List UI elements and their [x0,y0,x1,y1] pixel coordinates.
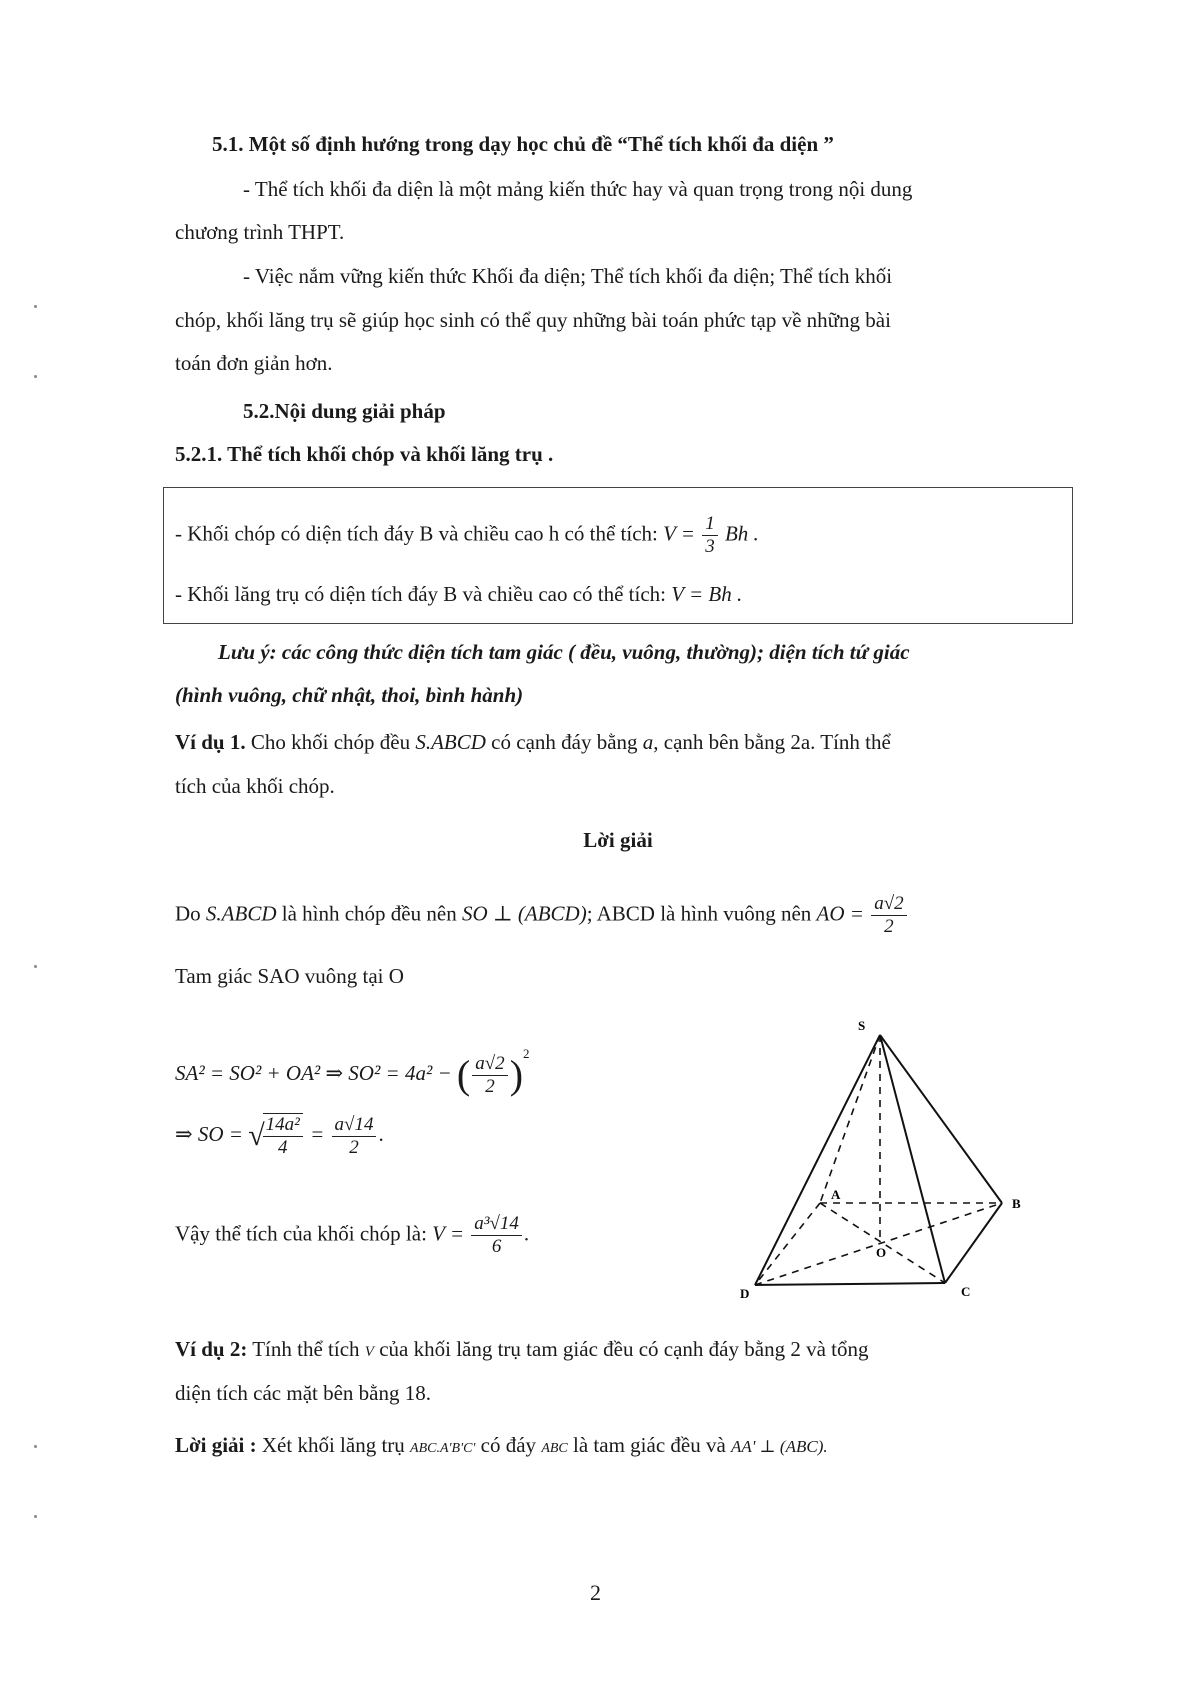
fraction-denominator: 2 [884,916,894,937]
paren-right: ) [509,1052,524,1098]
paragraph-line: - Thể tích khối đa diện là một mảng kiến thức hay và quan trọng trong nội dung [243,177,913,201]
fraction-numerator: a√2 [871,893,906,916]
fraction-volume [471,1213,522,1258]
fraction-denominator: 2 [349,1136,359,1158]
formula-rhs: Bh . [724,521,759,546]
vertex-label-o: O [876,1245,887,1260]
text-segment: là tam giác đều và [567,1433,732,1457]
fraction-sqrt [263,1113,303,1159]
paren-left: ( [456,1052,471,1098]
text-segment: có cạnh đáy bằng [485,730,643,754]
edge-dc [755,1283,945,1285]
example-2-solution [175,1431,828,1463]
math-symbol: S.ABCD [415,730,486,754]
fraction-ao [871,893,906,938]
fraction-numerator: a³√14 [471,1213,522,1236]
math-expression: ⇒ SO = [175,1121,243,1146]
solution-line-1 [175,893,909,938]
diagonal-db [755,1203,1002,1285]
text-segment: , cạnh bên bằng 2a. Tính thể [653,730,891,754]
text-segment: Do [175,901,206,926]
solution-line-2: Tam giác SAO vuông tại O [175,964,404,988]
math-symbol: ABC [541,1441,568,1456]
edge-sd [755,1035,880,1285]
fraction-denominator: 2 [485,1075,495,1097]
fraction-numerator: a√2 [472,1053,507,1076]
text-segment: Cho khối chóp đều [245,730,416,754]
section-5-2-title: 5.2.Nội dung giải pháp [243,399,446,423]
fraction-numerator: 14a² [263,1114,303,1137]
section-5-1-title: 5.1. Một số định hướng trong dạy học chủ đề “Thể tích khối đa diện ” [212,132,834,156]
scan-speck [34,375,37,378]
vertex-label-d: D [740,1286,750,1301]
example-1-statement [175,728,891,756]
fraction-a-root2 [472,1053,507,1098]
math-symbol: V [364,1344,374,1360]
math-expression: SO ⊥ (ABCD) [461,901,587,926]
sqrt-sign: √ [248,1119,265,1152]
paragraph-line: chóp, khối lăng trụ sẽ giúp học sinh có thể quy những bài toán phức tạp về những bài [175,308,891,332]
example-label: Ví dụ 2: [175,1337,248,1361]
note-line: Lưu ý: các công thức diện tích tam giác ( đều, vuông, thường); diện tích tứ giác [218,640,910,664]
note-line: (hình vuông, chữ nhật, thoi, bình hành) [175,683,524,707]
formula-line-prism [175,580,742,608]
page-number: 2 [590,1580,601,1605]
formula-text: - Khối chóp có diện tích đáy B và chiều cao h có thể tích: [175,521,664,546]
scan-speck [34,965,37,968]
edge-cb [945,1203,1002,1283]
text-segment: Vậy thể tích của khối chóp là: [175,1221,433,1246]
fraction-denominator: 6 [491,1236,502,1257]
math-symbol: S.ABCD [205,901,277,926]
scan-speck [34,1515,37,1518]
edge-sc [880,1035,945,1283]
fraction-denominator: 4 [278,1137,288,1158]
example-label: Ví dụ 1. [175,730,246,754]
fraction-a-root14 [332,1114,377,1159]
math-expression: AA' ⊥ (ABC). [731,1437,828,1456]
scan-speck [34,1445,37,1448]
solution-heading: Lời giải [583,828,653,852]
equation-3: Vậy thể tích của khối chóp là: V = $\frac{\text{a³√14}}{6}$ . [175,1213,530,1257]
example-2-statement-line2: diện tích các mặt bên bằng 18. [175,1381,431,1405]
fraction-numerator: 1 [702,513,718,536]
math-expression: V = [432,1221,465,1246]
vertex-label-a: A [831,1187,841,1202]
solution-label: Lời giải : [175,1433,257,1457]
vertex-label-s: S [858,1018,866,1033]
math-symbol: a [642,730,654,754]
math-symbol: ABC.A'B'C' [410,1441,476,1456]
text-segment: Tính thể tích [247,1337,365,1361]
text-segment: của khối lăng trụ tam giác đều có cạnh đáy bằng 2 và tổng [373,1337,869,1361]
paragraph-line: - Việc nắm vững kiến thức Khối đa diện; Thể tích khối đa diện; Thể tích khối [243,264,893,288]
fraction-numerator: a√14 [332,1114,377,1137]
edge-ad [755,1203,820,1285]
equation-2: ⇒ SO = √ $\frac{\text{14a²}}{4}$ = $\frac{a√14}{2}$ . [175,1113,384,1158]
example-2-statement [175,1335,868,1366]
formula-text: - Khối lăng trụ có diện tích đáy B và chiều cao có thể tích: [175,582,672,606]
text-segment: Xét khối lăng trụ [256,1433,411,1457]
example-1-statement-line2: tích của khối chóp. [175,774,335,798]
fraction-denominator: 3 [705,536,715,557]
equation-1 [175,1040,530,1098]
paragraph-line: toán đơn giản hơn. [175,351,333,375]
math-expression: SA² = SO² + OA² ⇒ SO² = 4a² − [175,1061,452,1085]
formula-expression: V = Bh . [671,582,743,606]
paragraph-line: chương trình THPT. [175,220,345,244]
formula-lhs: V = [663,521,695,546]
edge-sb [880,1035,1002,1203]
pyramid-figure [740,1015,1040,1305]
vertex-label-b: B [1012,1196,1021,1211]
fraction-one-third [702,513,718,558]
text-segment: có đáy [475,1433,542,1457]
math-symbol: = [310,1121,325,1146]
math-expression: AO = [816,901,864,926]
scan-speck [34,305,37,308]
text-segment: là hình chóp đều nên [276,901,462,926]
exponent: 2 [523,1046,530,1061]
edge-sa [820,1035,880,1203]
formula-line-pyramid [175,513,759,558]
section-5-2-1-title: 5.2.1. Thể tích khối chóp và khối lăng trụ . [175,442,554,466]
vertex-label-c: C [961,1284,971,1299]
text-segment: ; ABCD là hình vuông nên [586,901,817,926]
